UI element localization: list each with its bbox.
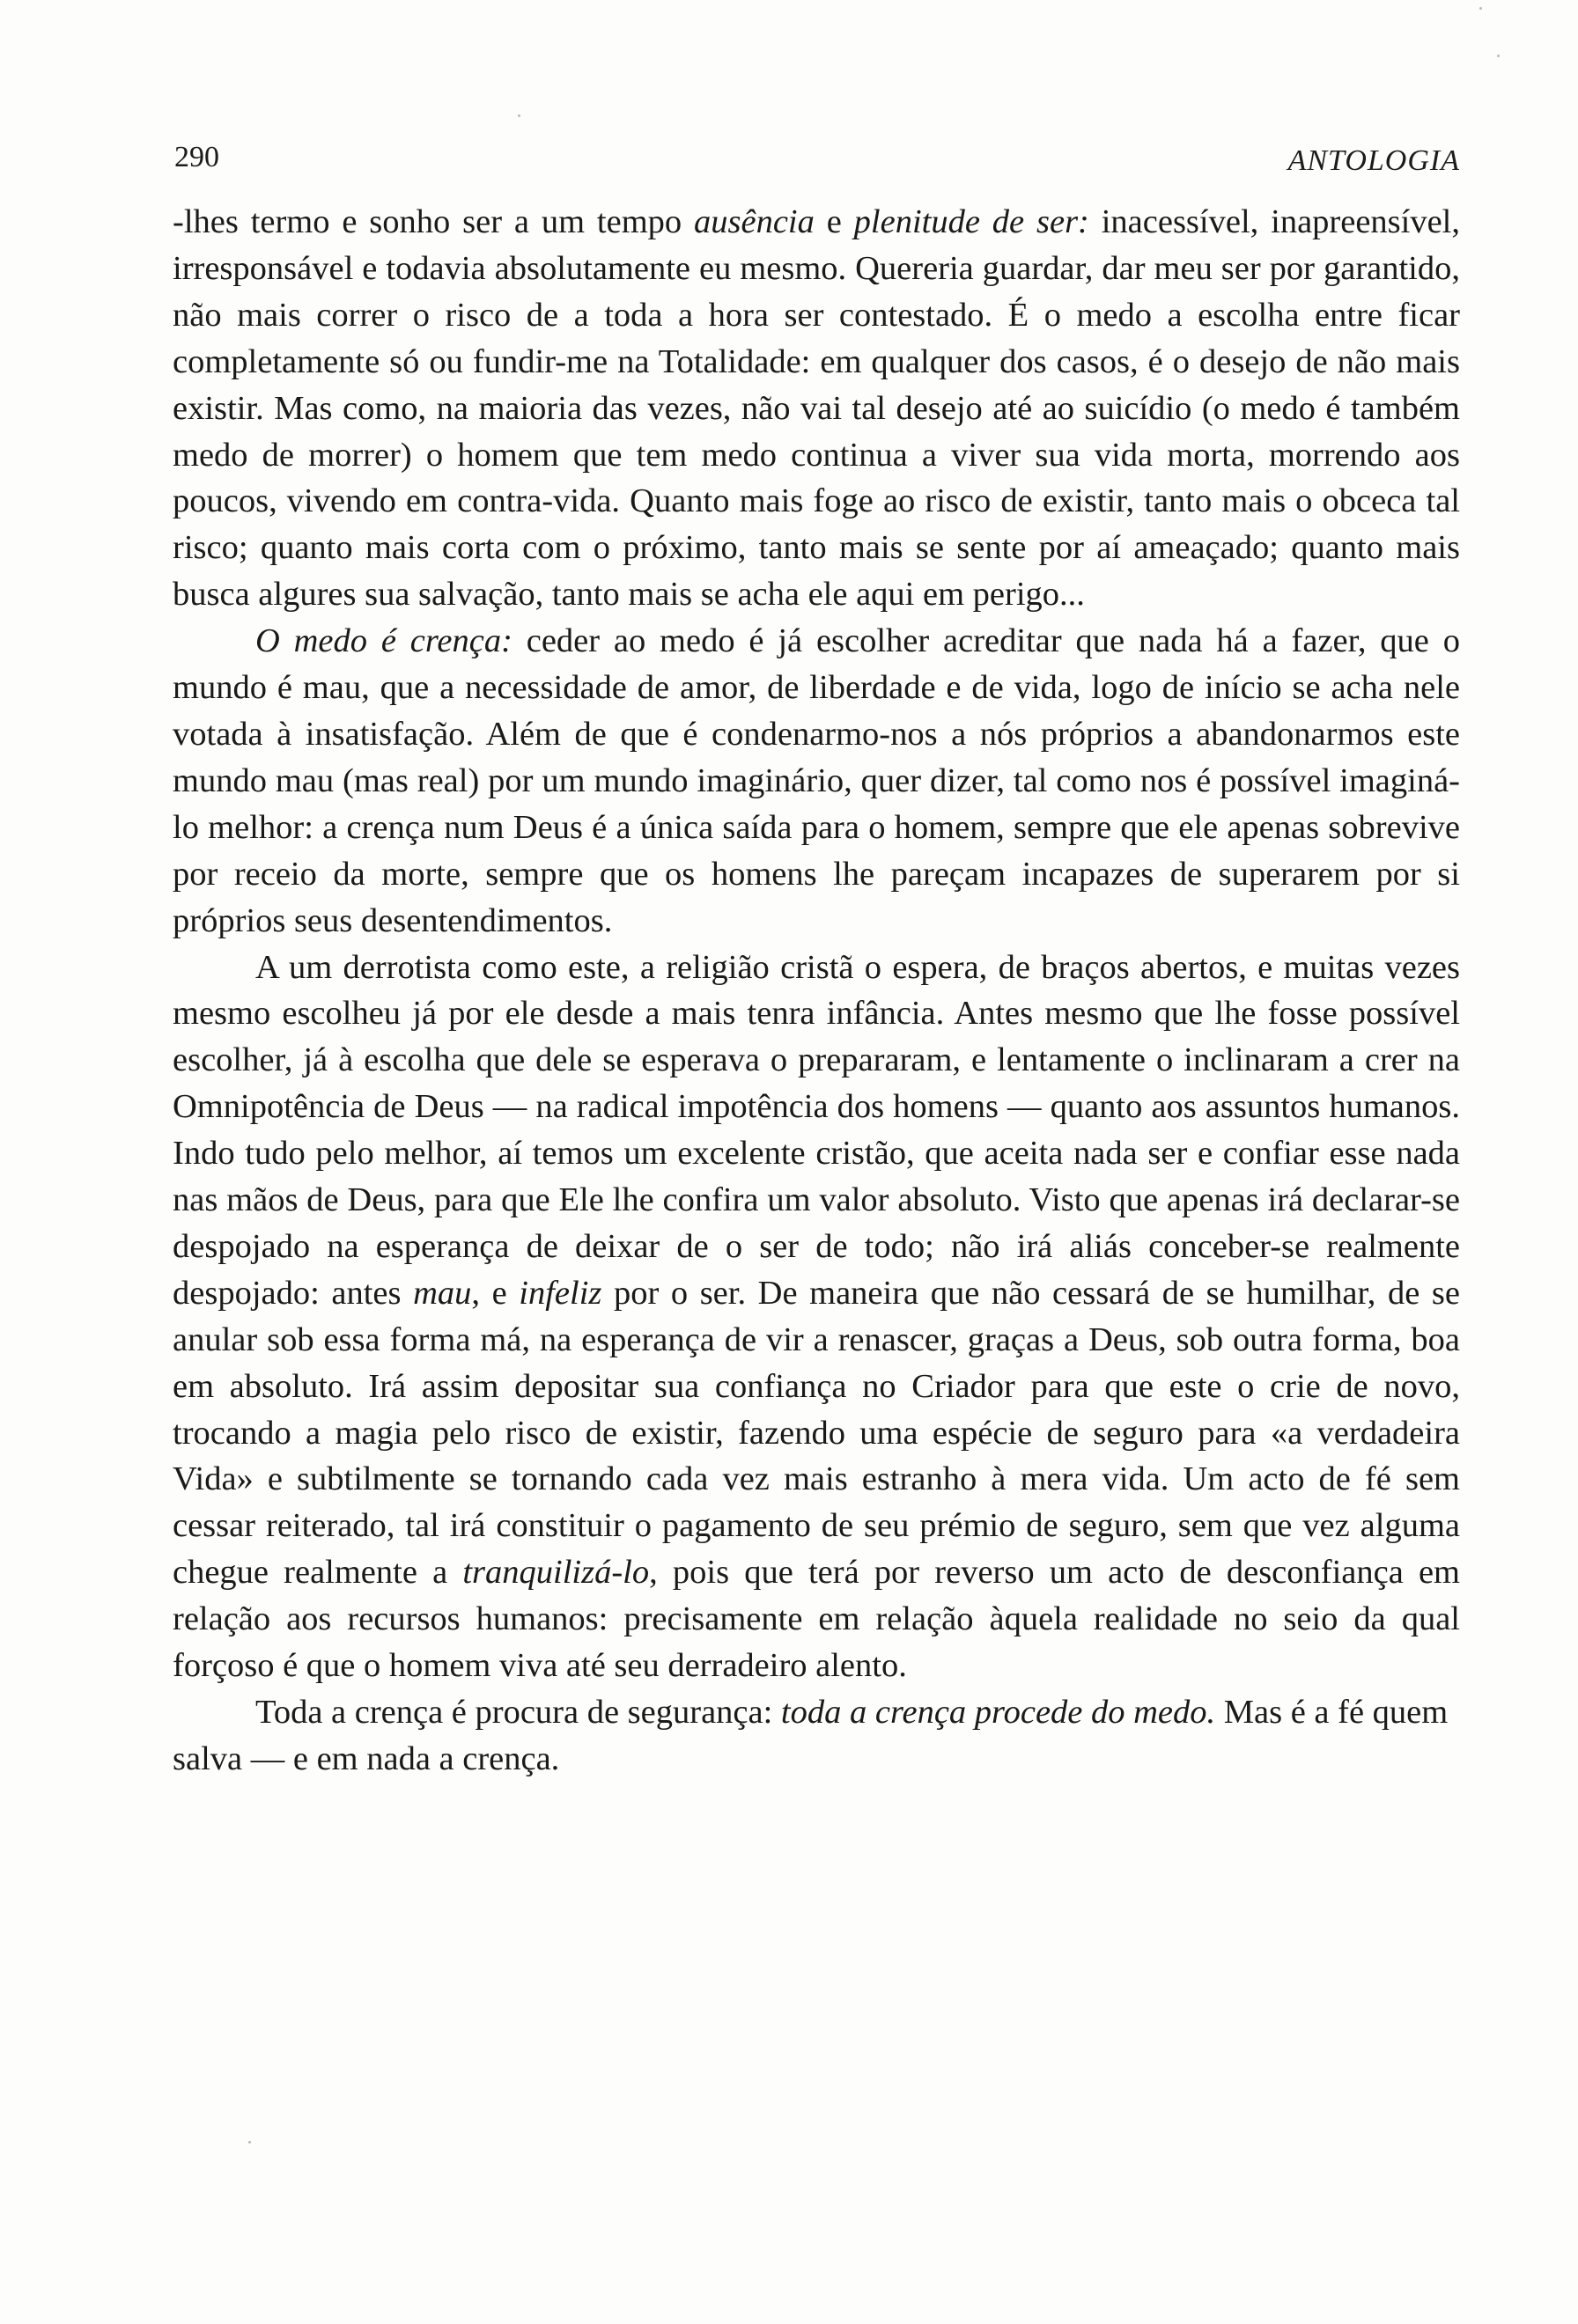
paragraph-4 <box>173 1689 1460 1783</box>
scan-speck <box>248 2141 251 2144</box>
text-segment: Toda a crença é procura de segurança: <box>255 1694 781 1731</box>
paragraph-2 <box>173 618 1460 944</box>
italic-segment: plenitude de ser: <box>853 203 1089 240</box>
text-segment: e <box>814 203 854 240</box>
italic-segment: mau <box>413 1274 472 1312</box>
running-title: ANTOLOGIA <box>1287 144 1460 177</box>
paragraph-1 <box>173 199 1460 618</box>
italic-segment: ausência <box>694 203 815 240</box>
text-segment: por o ser. De maneira que não cessará de se humilhar, de se anular sob essa forma má, na esperança de vir a renascer, graças a Deus, sob outra forma, boa em absoluto. Irá assim depositar sua confiança no Criador para que este o crie de novo, trocando a magia pelo risco de existir, fazendo uma espécie de seguro para «a verdadeira Vida» e subtilmente se tornando cada vez mais estranho à mera vida. Um acto de fé sem cessar reiterado, tal irá constituir o pagamento de seu prémio de seguro, sem que vez alguma chegue realmente a <box>173 1274 1460 1592</box>
paragraph-3 <box>173 945 1460 1690</box>
text-segment: Mas é a fé quem salva — e em nada a crença. <box>173 1694 1449 1777</box>
scan-speck <box>1497 55 1500 57</box>
text-segment: , pois que terá por reverso um acto de desconfiança em relação aos recursos humanos: precisamente em relação àquela realidade no seio da qual forçoso é que o homem viva até seu derradeiro alento. <box>173 1554 1460 1685</box>
scan-speck <box>1479 7 1482 10</box>
text-segment: -lhes termo e sonho ser a um tempo <box>173 203 694 240</box>
text-segment: inacessível, inapreensível, irresponsável e todavia absolutamente eu mesmo. Quereria guardar, dar meu ser por garantido, não mais correr o risco de a toda a hora ser contestado. É o medo a escolha entre ficar completamente só ou fundir-me na Totalidade: em qualquer dos casos, é o desejo de não mais existir. Mas como, na maioria das vezes, não vai tal desejo até ao suicídio (o medo é também medo de morrer) o homem que tem medo continua a viver sua vida morta, morrendo aos poucos, vivendo em contra-vida. Quanto mais foge ao risco de existir, tanto mais o obceca tal risco; quanto mais corta com o próximo, tanto mais se sente por aí ameaçado; quanto mais busca algures sua salvação, tanto mais se acha ele aqui em perigo... <box>173 203 1460 614</box>
scan-speck <box>518 114 520 117</box>
page-header <box>174 141 1460 185</box>
text-segment: ceder ao medo é já escolher acreditar que nada há a fazer, que o mundo é mau, que a necessidade de amor, de liberdade e de vida, logo de início se acha nele votada à insatisfação. Além de que é condenarmo-nos a nós próprios a abandonarmos este mundo mau (mas real) por um mundo imaginário, quer dizer, tal como nos é possível imaginá-lo melhor: a crença num Deus é a única saída para o homem, sempre que ele apenas sobrevive por receio da morte, sempre que os homens lhe pareçam incapazes de superarem por si próprios seus desentendimentos. <box>173 622 1460 939</box>
body-text <box>173 199 1460 1783</box>
text-segment: , e <box>471 1274 520 1312</box>
page-number: 290 <box>174 141 219 173</box>
italic-segment: tranquilizá-lo <box>462 1554 650 1592</box>
italic-segment: O medo é crença: <box>255 622 512 660</box>
italic-segment: toda a crença procede do medo. <box>780 1694 1216 1731</box>
text-segment: A um derrotista como este, a religião cristã o espera, de braços abertos, e muitas vezes mesmo escolheu já por ele desde a mais tenra infância. Antes mesmo que lhe fosse possível escolher, já à escolha que dele se esperava o prepararam, e lentamente o inclinaram a crer na Omnipotência de Deus — na radical impotência dos homens — quanto aos assuntos humanos. Indo tudo pelo melhor, aí temos um excelente cristão, que aceita nada ser e confiar esse nada nas mãos de Deus, para que Ele lhe confira um valor absoluto. Visto que apenas irá declarar-se despojado na esperança de deixar de o ser de todo; não irá aliás conceber-se realmente despojado: antes <box>173 948 1460 1312</box>
italic-segment: infeliz <box>519 1274 602 1312</box>
